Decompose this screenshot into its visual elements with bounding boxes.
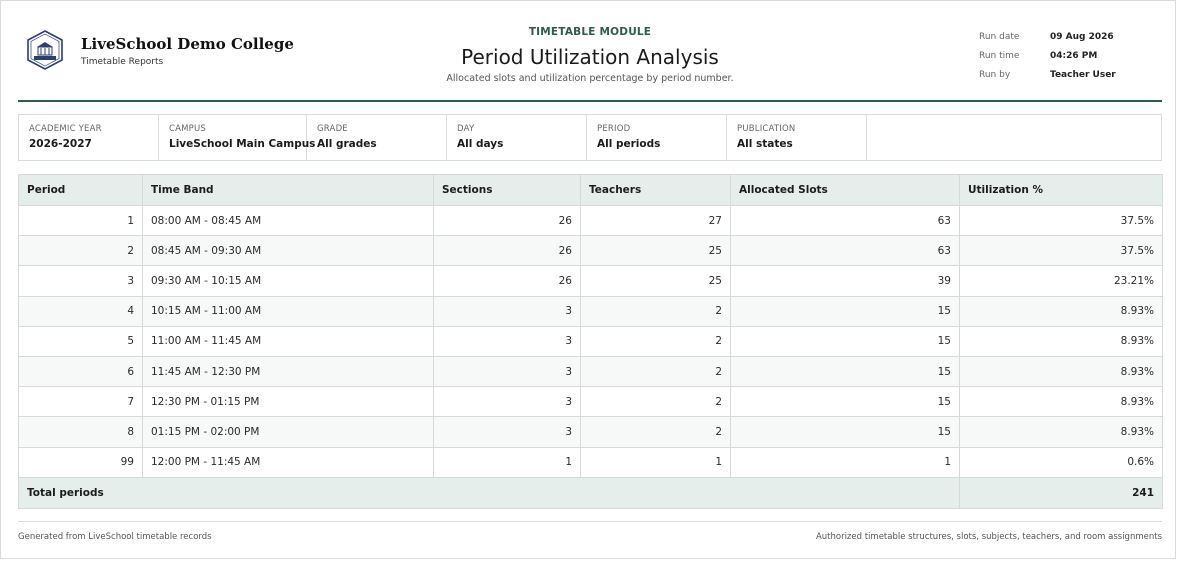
- filter-summary: [18, 114, 1162, 161]
- cell-sections: 1: [434, 447, 581, 477]
- cell-utilization: 23.21%: [960, 266, 1163, 296]
- school-subtitle: Timetable Reports: [81, 57, 164, 67]
- table-row: [19, 236, 1163, 266]
- column-header-allocated-slots: Allocated Slots: [731, 175, 960, 206]
- school-name: LiveSchool Demo College: [81, 35, 294, 53]
- cell-allocated-slots: 15: [731, 326, 960, 356]
- cell-utilization: 0.6%: [960, 447, 1163, 477]
- cell-teachers: 27: [581, 206, 731, 236]
- school-logo: [25, 30, 65, 70]
- period-utilization-table: [18, 174, 1163, 509]
- run-by-row: [979, 65, 1116, 84]
- cell-time-band: 12:30 PM - 01:15 PM: [143, 387, 434, 417]
- run-time-label: Run time: [979, 50, 1020, 61]
- column-header-utilization: Utilization %: [960, 175, 1163, 206]
- table-row: [19, 266, 1163, 296]
- cell-sections: 26: [434, 236, 581, 266]
- cell-sections: 3: [434, 417, 581, 447]
- cell-period: 99: [19, 447, 143, 477]
- table-row: [19, 417, 1163, 447]
- report-footer: [18, 521, 1162, 542]
- cell-sections: 3: [434, 387, 581, 417]
- total-label: Total periods: [19, 477, 960, 508]
- cell-utilization: 8.93%: [960, 326, 1163, 356]
- cell-allocated-slots: 15: [731, 417, 960, 447]
- filter-label: CAMPUS: [169, 124, 207, 134]
- cell-utilization: 37.5%: [960, 236, 1163, 266]
- column-header-teachers: Teachers: [581, 175, 731, 206]
- run-info: [979, 27, 1116, 84]
- column-header-period: Period: [19, 175, 143, 206]
- cell-time-band: 08:45 AM - 09:30 AM: [143, 236, 434, 266]
- filter-value: All grades: [317, 138, 377, 150]
- cell-time-band: 08:00 AM - 08:45 AM: [143, 206, 434, 236]
- filter-campus: [159, 115, 316, 160]
- filter-day: [447, 115, 587, 160]
- table-row: [19, 447, 1163, 477]
- footer-right-note: Authorized timetable structures, slots, subjects, teachers, and room assignments: [815, 532, 1162, 542]
- table-row: [19, 326, 1163, 356]
- filter-label: ACADEMIC YEAR: [29, 124, 102, 134]
- filter-academic-year: [19, 115, 159, 160]
- filter-label: PUBLICATION: [737, 124, 796, 134]
- filter-value: All states: [737, 138, 793, 150]
- cell-utilization: 8.93%: [960, 296, 1163, 326]
- column-header-sections: Sections: [434, 175, 581, 206]
- cell-teachers: 2: [581, 417, 731, 447]
- cell-allocated-slots: 39: [731, 266, 960, 296]
- run-date-value: 09 Aug 2026: [1050, 31, 1114, 42]
- filter-label: GRADE: [317, 124, 348, 134]
- cell-allocated-slots: 63: [731, 206, 960, 236]
- cell-allocated-slots: 15: [731, 356, 960, 386]
- cell-sections: 3: [434, 356, 581, 386]
- filter-label: PERIOD: [597, 124, 631, 134]
- table-header-row: [19, 175, 1163, 206]
- filter-publication: [727, 115, 867, 160]
- cell-period: 4: [19, 296, 143, 326]
- cell-teachers: 25: [581, 236, 731, 266]
- cell-utilization: 8.93%: [960, 356, 1163, 386]
- run-by-label: Run by: [979, 69, 1011, 80]
- cell-period: 6: [19, 356, 143, 386]
- page-title: Period Utilization Analysis: [461, 45, 719, 69]
- cell-time-band: 01:15 PM - 02:00 PM: [143, 417, 434, 447]
- cell-teachers: 2: [581, 296, 731, 326]
- cell-allocated-slots: 63: [731, 236, 960, 266]
- run-time-row: [979, 46, 1116, 65]
- cell-period: 8: [19, 417, 143, 447]
- cell-period: 1: [19, 206, 143, 236]
- cell-time-band: 11:00 AM - 11:45 AM: [143, 326, 434, 356]
- cell-period: 2: [19, 236, 143, 266]
- cell-allocated-slots: 15: [731, 387, 960, 417]
- cell-period: 3: [19, 266, 143, 296]
- cell-teachers: 25: [581, 266, 731, 296]
- cell-allocated-slots: 15: [731, 296, 960, 326]
- table-total-row: [19, 477, 1163, 508]
- filter-value: All periods: [597, 138, 661, 150]
- cell-sections: 3: [434, 326, 581, 356]
- footer-left-note: Generated from LiveSchool timetable records: [18, 532, 212, 542]
- cell-utilization: 8.93%: [960, 417, 1163, 447]
- table-row: [19, 387, 1163, 417]
- cell-period: 7: [19, 387, 143, 417]
- cell-sections: 3: [434, 296, 581, 326]
- filter-label: DAY: [457, 124, 475, 134]
- total-value: 241: [960, 477, 1163, 508]
- cell-teachers: 1: [581, 447, 731, 477]
- page-subtitle: Allocated slots and utilization percentage by period number.: [446, 73, 734, 84]
- cell-teachers: 2: [581, 326, 731, 356]
- column-header-time-band: Time Band: [143, 175, 434, 206]
- cell-utilization: 37.5%: [960, 206, 1163, 236]
- cell-teachers: 2: [581, 387, 731, 417]
- cell-sections: 26: [434, 206, 581, 236]
- cell-allocated-slots: 1: [731, 447, 960, 477]
- table-row: [19, 296, 1163, 326]
- filter-period: [587, 115, 727, 160]
- cell-time-band: 10:15 AM - 11:00 AM: [143, 296, 434, 326]
- table-row: [19, 206, 1163, 236]
- cell-teachers: 2: [581, 356, 731, 386]
- cell-time-band: 09:30 AM - 10:15 AM: [143, 266, 434, 296]
- filter-value: LiveSchool Main Campus: [169, 138, 316, 150]
- filter-value: 2026-2027: [29, 138, 92, 150]
- table-row: [19, 356, 1163, 386]
- cell-time-band: 11:45 AM - 12:30 PM: [143, 356, 434, 386]
- cell-time-band: 12:00 PM - 11:45 AM: [143, 447, 434, 477]
- cell-sections: 26: [434, 266, 581, 296]
- run-date-row: [979, 27, 1116, 46]
- run-date-label: Run date: [979, 31, 1020, 42]
- run-by-value: Teacher User: [1050, 69, 1116, 80]
- report-header: [18, 1, 1162, 102]
- filter-value: All days: [457, 138, 504, 150]
- cell-period: 5: [19, 326, 143, 356]
- filter-grade: [307, 115, 447, 160]
- cell-utilization: 8.93%: [960, 387, 1163, 417]
- run-time-value: 04:26 PM: [1050, 50, 1098, 61]
- module-label: TIMETABLE MODULE: [528, 26, 652, 38]
